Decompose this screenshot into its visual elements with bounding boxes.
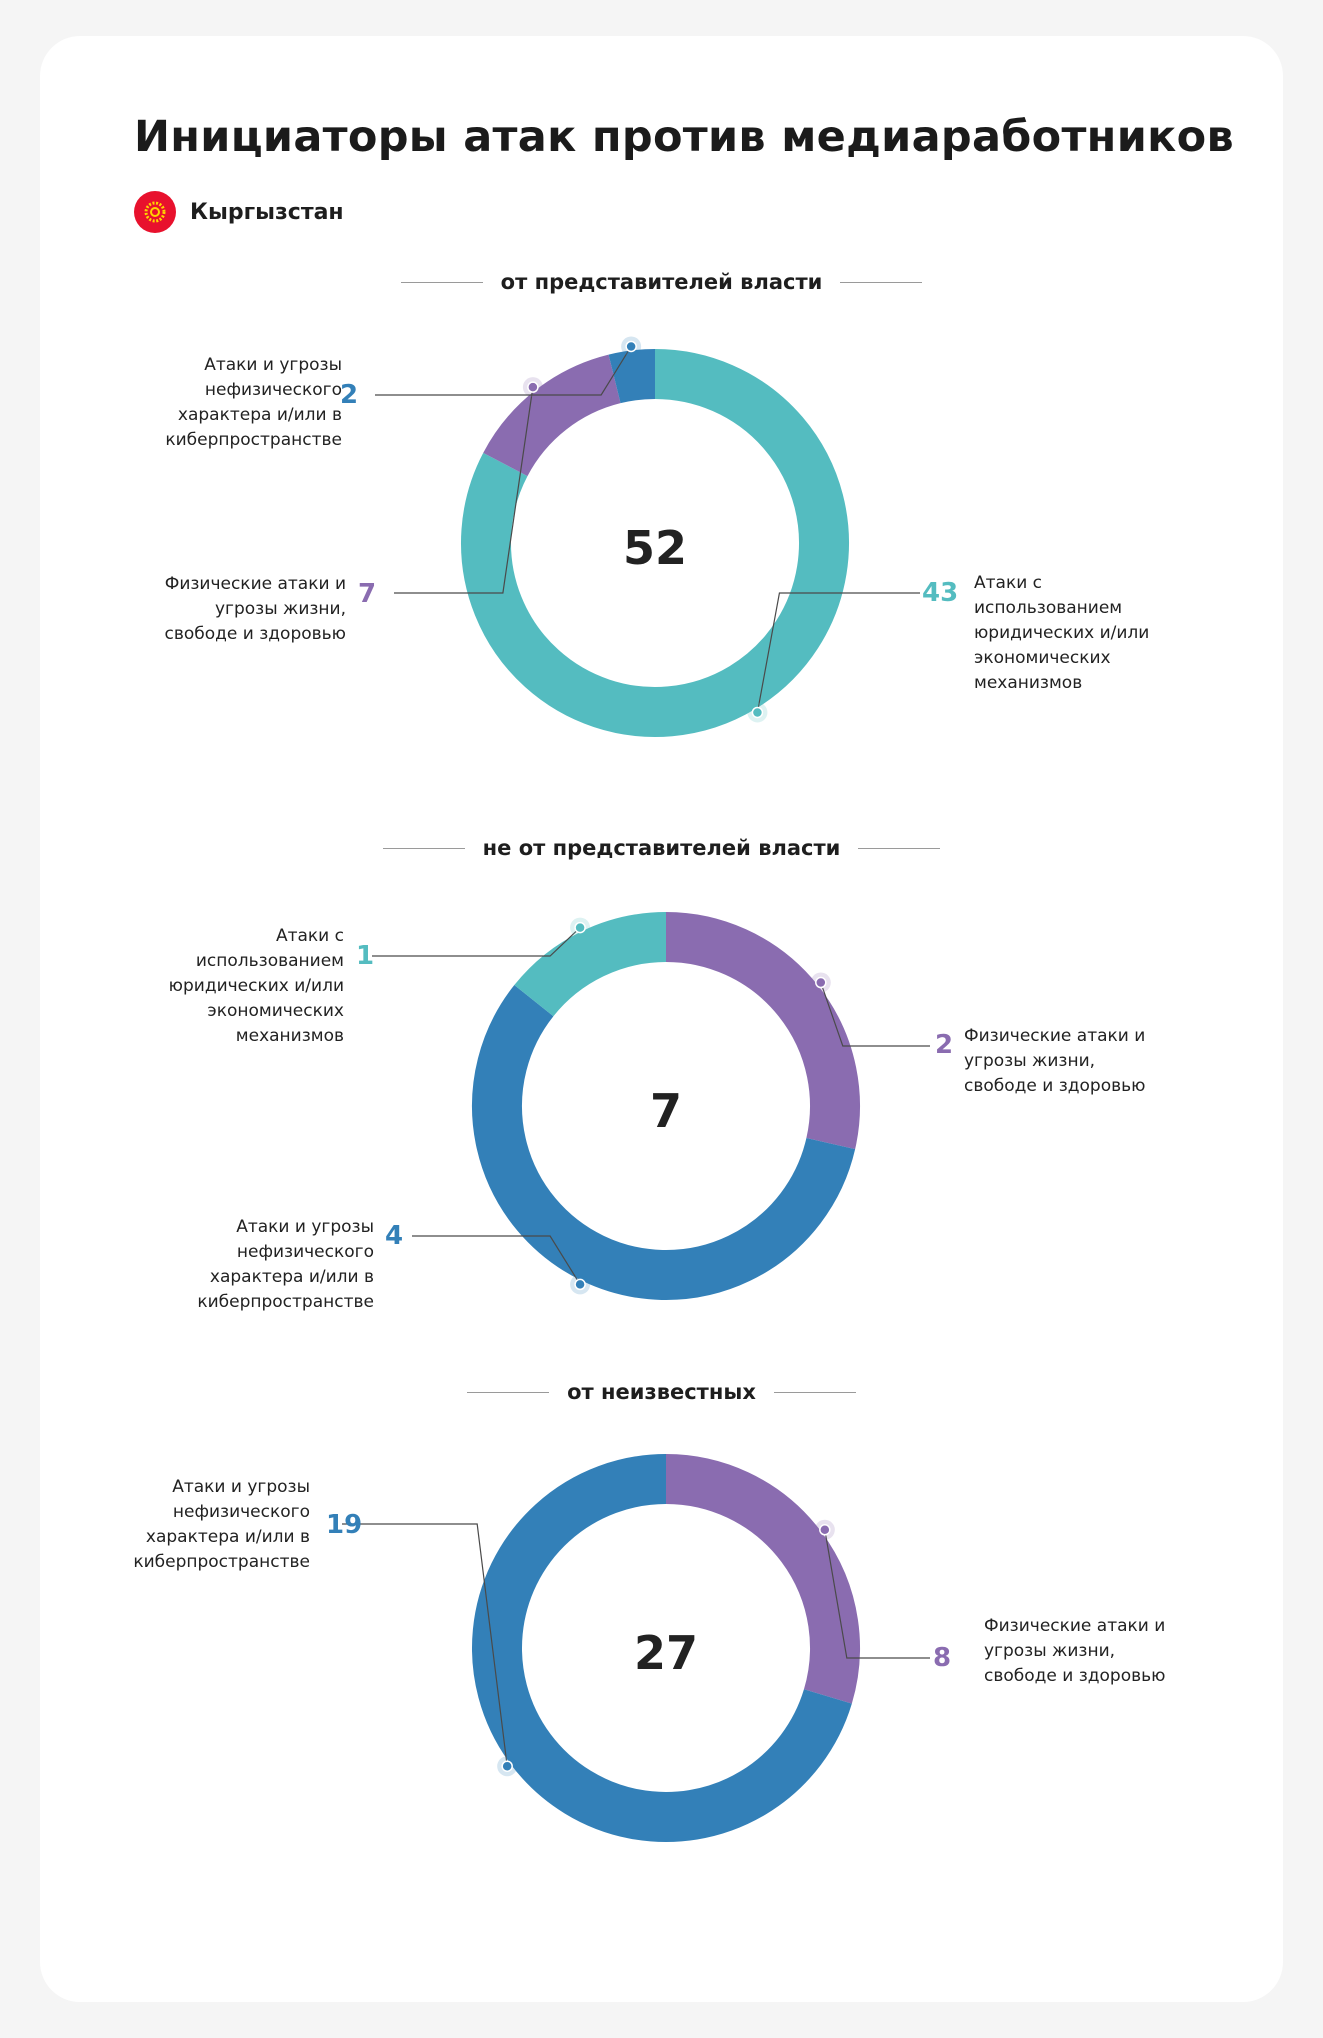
- slice-value: 19: [326, 1510, 363, 1540]
- marker-dot: [752, 707, 762, 717]
- section-title: от неизвестных: [567, 1380, 756, 1404]
- marker-dot: [502, 1761, 512, 1771]
- divider-line: [467, 1392, 549, 1393]
- slice-label: Атаки с использованием юридических и/или экономических механизмов: [974, 573, 1150, 693]
- section-title: от представителей власти: [500, 270, 823, 294]
- country-name: Кыргызстан: [190, 199, 344, 225]
- slice-label: Атаки и угрозы нефизического характера и/или в киберпространстве: [133, 1477, 310, 1572]
- chart-total: 52: [622, 521, 687, 575]
- chart-total: 27: [633, 1626, 698, 1680]
- slice-value: 4: [385, 1221, 404, 1251]
- marker-dot: [575, 923, 585, 933]
- marker-dot: [820, 1525, 830, 1535]
- slice-value: 2: [340, 380, 359, 410]
- section-title: не от представителей власти: [482, 836, 841, 860]
- slice-label: Атаки и угрозы нефизического характера и/или в киберпространстве: [197, 1217, 374, 1312]
- slice-label: Атаки и угрозы нефизического характера и/или в киберпространстве: [165, 355, 342, 450]
- divider-line: [383, 848, 465, 849]
- slice-label: Физические атаки и угрозы жизни, свободе и здоровью: [984, 1616, 1166, 1686]
- slice-value: 8: [933, 1643, 952, 1673]
- slice-value: 43: [922, 578, 959, 608]
- slice-label: Физические атаки и угрозы жизни, свободе и здоровью: [164, 574, 346, 644]
- section-header-non-authorities: [0, 836, 1323, 860]
- marker-dot: [575, 1279, 585, 1289]
- slice-value: 1: [356, 941, 375, 971]
- divider-line: [774, 1392, 856, 1393]
- slice-value: 2: [935, 1030, 954, 1060]
- marker-dot: [816, 978, 826, 988]
- chart-total: 7: [649, 1084, 682, 1138]
- slice-label: Физические атаки и угрозы жизни, свободе и здоровью: [964, 1026, 1146, 1096]
- divider-line: [858, 848, 940, 849]
- donut-chart-unknown: [0, 0, 1323, 520]
- page-title: Инициаторы атак против медиаработников: [134, 112, 1234, 162]
- slice-label: Атаки с использованием юридических и/или экономических механизмов: [168, 926, 344, 1046]
- slice-value: 7: [358, 579, 377, 609]
- section-header-unknown: [0, 1380, 1323, 1404]
